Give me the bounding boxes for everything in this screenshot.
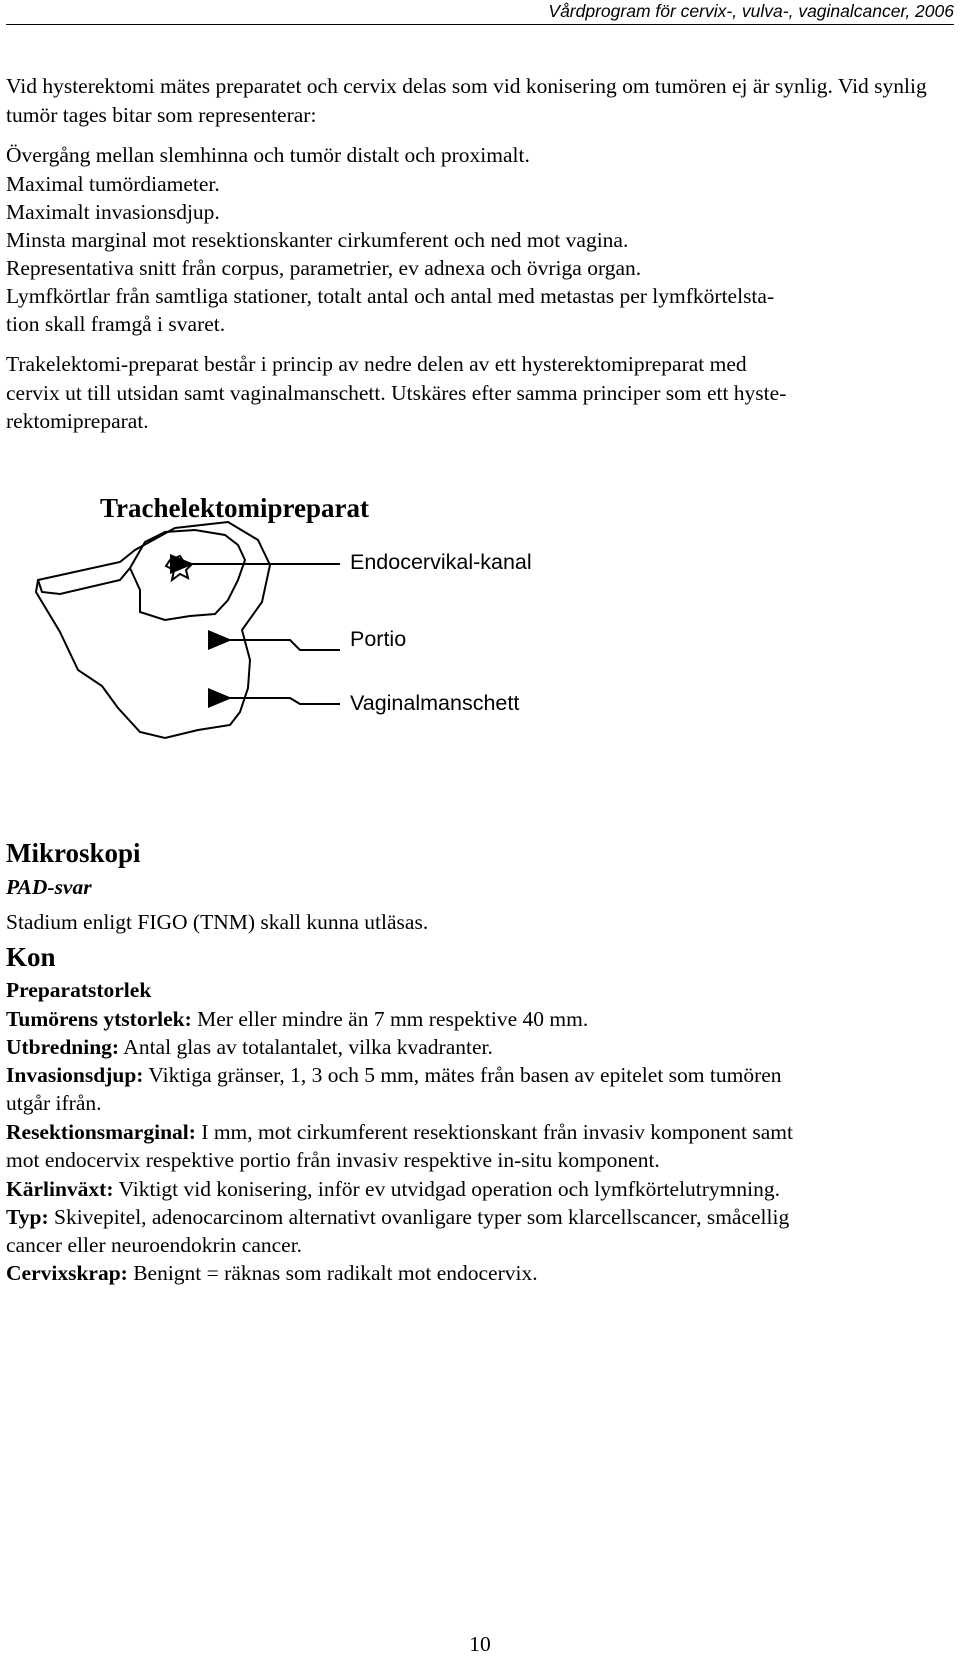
sample-list-item bbox=[6, 282, 954, 311]
finding-label: Utbredning: bbox=[6, 1035, 120, 1059]
finding-text: Benignt = räknas som radikalt mot endocervix. bbox=[127, 1261, 538, 1285]
paragraph-line: Trakelektomi-preparat består i princip av nedre delen av ett hysterektomipreparat med bbox=[6, 352, 747, 376]
sample-list-item bbox=[6, 170, 954, 199]
finding-text: Skivepitel, adenocarcinom alternativt ovanligare typer som klarcellscancer, småcellig bbox=[48, 1205, 790, 1229]
list-item-text: Representativa snitt från corpus, parametrier, ev adnexa och övriga organ. bbox=[6, 256, 642, 280]
specimen-outline bbox=[36, 522, 270, 738]
finding-text: utgår ifrån. bbox=[6, 1091, 102, 1115]
intro-text: Vid hysterektomi mätes preparatet och cervix delas som vid konisering om tumören ej är synlig. Vid synlig tumör tages bitar som representerar: bbox=[6, 74, 927, 127]
list-item-text: Övergång mellan slemhinna och tumör distalt och proximalt. bbox=[6, 143, 530, 167]
vaginal-cuff-edge bbox=[38, 568, 130, 594]
finding-row bbox=[6, 1231, 954, 1260]
subheading-preparatstorlek: Preparatstorlek bbox=[6, 978, 152, 1002]
list-item-text: Maximalt invasionsdjup. bbox=[6, 200, 220, 224]
paragraph-line: rektomipreparat. bbox=[6, 409, 149, 433]
finding-label: Invasionsdjup: bbox=[6, 1063, 144, 1087]
sample-list-item bbox=[6, 141, 954, 170]
subheading-pad-svar: PAD-svar bbox=[6, 875, 92, 899]
sample-list-item bbox=[6, 254, 954, 283]
finding-label: Resektionsmarginal: bbox=[6, 1120, 196, 1144]
finding-text: Antal glas av totalantalet, vilka kvadranter. bbox=[119, 1035, 493, 1059]
finding-row bbox=[6, 1061, 954, 1090]
section-heading-mikroskopi: Mikroskopi bbox=[6, 838, 141, 868]
finding-label: Typ: bbox=[6, 1205, 49, 1229]
finding-label: Tumörens ytstorlek: bbox=[6, 1007, 192, 1031]
label-vaginalmanschett: Vaginalmanschett bbox=[350, 691, 520, 715]
finding-text: Mer eller mindre än 7 mm respektive 40 mm. bbox=[191, 1007, 589, 1031]
sample-list-item bbox=[6, 198, 954, 227]
paragraph-line: cervix ut till utsidan samt vaginalmanschett. Utskäres efter samma principer som ett hyste- bbox=[6, 381, 787, 405]
running-header bbox=[6, 0, 954, 25]
list-item-text: Minsta marginal mot resektionskanter cirkumferent och ned mot vagina. bbox=[6, 228, 629, 252]
finding-row bbox=[6, 1005, 954, 1034]
label-portio: Portio bbox=[350, 627, 407, 651]
finding-row bbox=[6, 1203, 954, 1232]
finding-text: I mm, mot cirkumferent resektionskant från invasiv komponent samt bbox=[195, 1120, 794, 1144]
finding-label: Cervixskrap: bbox=[6, 1261, 128, 1285]
finding-row bbox=[6, 1118, 954, 1147]
section-heading-kon: Kon bbox=[6, 942, 56, 972]
page-number: 10 bbox=[469, 1632, 491, 1656]
list-item-text: Lymfkörtlar från samtliga stationer, totalt antal och antal med metastas per lymfkörtelsta- bbox=[6, 284, 775, 308]
trakelektomi-line bbox=[6, 350, 954, 379]
vaginal-cuff-pointer bbox=[230, 698, 340, 704]
finding-row bbox=[6, 1146, 954, 1175]
finding-row bbox=[6, 1259, 954, 1288]
finding-text: Viktiga gränser, 1, 3 och 5 mm, mätes från basen av epitelet som tumören bbox=[143, 1063, 782, 1087]
finding-text: mot endocervix respektive portio från invasiv respektive in-situ komponent. bbox=[6, 1148, 660, 1172]
trakelektomi-line bbox=[6, 379, 954, 408]
diagram-title: Trachelektomipreparat bbox=[100, 493, 369, 523]
finding-row bbox=[6, 1089, 954, 1118]
finding-text: Viktigt vid konisering, inför ev utvidgad operation och lymfkörtelutrymning. bbox=[113, 1177, 780, 1201]
finding-text: cancer eller neuroendokrin cancer. bbox=[6, 1233, 303, 1257]
trakelektomi-line bbox=[6, 407, 954, 436]
intro-paragraph bbox=[6, 72, 954, 130]
finding-row bbox=[6, 1033, 954, 1062]
sample-list-item bbox=[6, 310, 954, 339]
endocervical-canal-shape bbox=[166, 556, 192, 580]
finding-label: Kärlinväxt: bbox=[6, 1177, 114, 1201]
finding-row bbox=[6, 1175, 954, 1204]
sample-list-item bbox=[6, 226, 954, 255]
label-endocervikal-kanal: Endocervikal-kanal bbox=[350, 550, 532, 574]
stadium-text: Stadium enligt FIGO (TNM) skall kunna utläsas. bbox=[6, 910, 429, 934]
running-title: Vårdprogram för cervix-, vulva-, vaginalcancer, 2006 bbox=[548, 1, 954, 21]
list-item-text: tion skall framgå i svaret. bbox=[6, 312, 226, 336]
list-item-text: Maximal tumördiameter. bbox=[6, 172, 220, 196]
